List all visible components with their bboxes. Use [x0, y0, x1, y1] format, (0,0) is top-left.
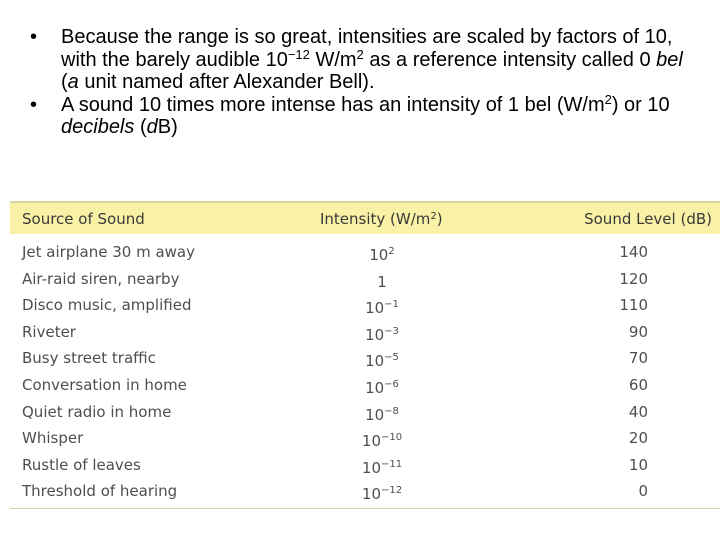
cell-source: Busy street traffic	[22, 349, 156, 368]
bottom-rule	[10, 508, 720, 509]
cell-source: Riveter	[22, 322, 76, 341]
intensity-exponent: −6	[384, 378, 399, 390]
intensity-base: 10	[361, 458, 381, 477]
cell-intensity-value	[369, 246, 394, 264]
table-row	[10, 293, 720, 320]
bullet-text: Because the range is so great, intensities are scaled by factors of 10, with the barely audible 10	[61, 26, 673, 71]
table-header	[10, 203, 720, 234]
superscript: 2	[356, 46, 364, 62]
cell-intensity-value	[362, 432, 402, 450]
intensity-exponent: −11	[380, 458, 403, 470]
bullet-text: ) or 10	[611, 93, 670, 116]
cell-intensity-value	[365, 406, 399, 424]
cell-level: 140	[619, 243, 648, 261]
header-intensity-close: )	[436, 210, 443, 228]
bullet-text: W/m	[309, 48, 357, 71]
header-intensity-label: Intensity (W/m	[320, 210, 431, 228]
table-row	[10, 453, 720, 480]
cell-level: 60	[628, 375, 648, 394]
cell-level: 20	[628, 429, 648, 448]
intensity-base: 10	[365, 405, 385, 424]
superscript: 2	[604, 91, 612, 107]
cell-level: 0	[638, 482, 648, 501]
cell-source: Jet airplane 30 m away	[22, 243, 195, 261]
cell-intensity-value	[365, 379, 399, 397]
bullet-text: B)	[157, 116, 178, 138]
cell-source: Conversation in home	[22, 375, 187, 394]
cell-intensity-value	[365, 352, 399, 370]
cell-level: 120	[619, 269, 648, 288]
cell-intensity-value	[365, 326, 399, 344]
header-source: Source of Sound	[22, 210, 145, 228]
bullet-text: unit named after Alexander Bell).	[78, 71, 375, 93]
bullet-item-decibels	[30, 91, 690, 139]
cell-level: 40	[628, 402, 648, 421]
bullet-text: (	[61, 71, 68, 93]
intensity-exponent: −10	[380, 432, 403, 444]
table-row	[10, 373, 720, 400]
table-row	[10, 479, 720, 506]
cell-source: Rustle of leaves	[22, 455, 141, 474]
table-row	[10, 346, 720, 373]
italic-term: a	[67, 71, 79, 93]
bullet-text: as a reference intensity called 0	[363, 48, 657, 71]
intensity-base: 10	[365, 299, 385, 318]
intensity-base: 10	[369, 246, 389, 264]
header-level: Sound Level (dB)	[584, 210, 712, 228]
intensity-base: 10	[365, 352, 385, 371]
cell-source: Whisper	[22, 429, 84, 448]
table-row	[10, 400, 720, 427]
bullet-dot: •	[30, 93, 38, 116]
cell-level: 110	[619, 296, 648, 315]
bullet-text: A sound 10 times more intense has an intensity of 1 bel (W/m	[61, 93, 605, 116]
intensity-exponent: −3	[384, 325, 399, 337]
intensity-exponent: 2	[388, 246, 395, 257]
intensity-base: 1	[377, 272, 387, 291]
header-intensity	[320, 210, 443, 228]
intensity-exponent: −12	[380, 485, 403, 497]
superscript: −12	[287, 46, 310, 62]
intensity-exponent: −1	[384, 299, 399, 311]
italic-term: d	[146, 116, 158, 138]
cell-intensity-value	[362, 459, 402, 477]
sound-level-table	[10, 201, 720, 509]
italic-term: decibels	[61, 116, 135, 138]
cell-level: 70	[628, 349, 648, 368]
cell-intensity-value	[377, 273, 387, 291]
table-row	[10, 267, 720, 294]
bullet-dot: •	[30, 26, 38, 48]
intensity-base: 10	[361, 485, 381, 504]
bullet-list	[30, 26, 690, 139]
intensity-base: 10	[365, 378, 385, 397]
cell-source: Disco music, amplified	[22, 296, 192, 315]
table-row	[10, 320, 720, 347]
table-row	[10, 426, 720, 453]
bullet-item-scaling	[30, 26, 690, 94]
cell-level: 90	[628, 322, 648, 341]
cell-source: Quiet radio in home	[22, 402, 172, 421]
intensity-base: 10	[365, 325, 385, 344]
cell-intensity-value	[362, 485, 402, 503]
bullet-text: (	[134, 116, 147, 138]
header-intensity-sup: 2	[430, 211, 437, 222]
cell-source: Threshold of hearing	[22, 482, 178, 501]
italic-term: bel	[656, 48, 683, 71]
cell-source: Air-raid siren, nearby	[22, 269, 180, 288]
cell-intensity-value	[365, 299, 399, 317]
cell-level: 10	[628, 455, 648, 474]
table-body	[10, 234, 720, 506]
intensity-exponent: −8	[384, 405, 399, 417]
intensity-base: 10	[361, 432, 381, 451]
intensity-exponent: −5	[384, 352, 399, 364]
table-row	[10, 240, 720, 267]
